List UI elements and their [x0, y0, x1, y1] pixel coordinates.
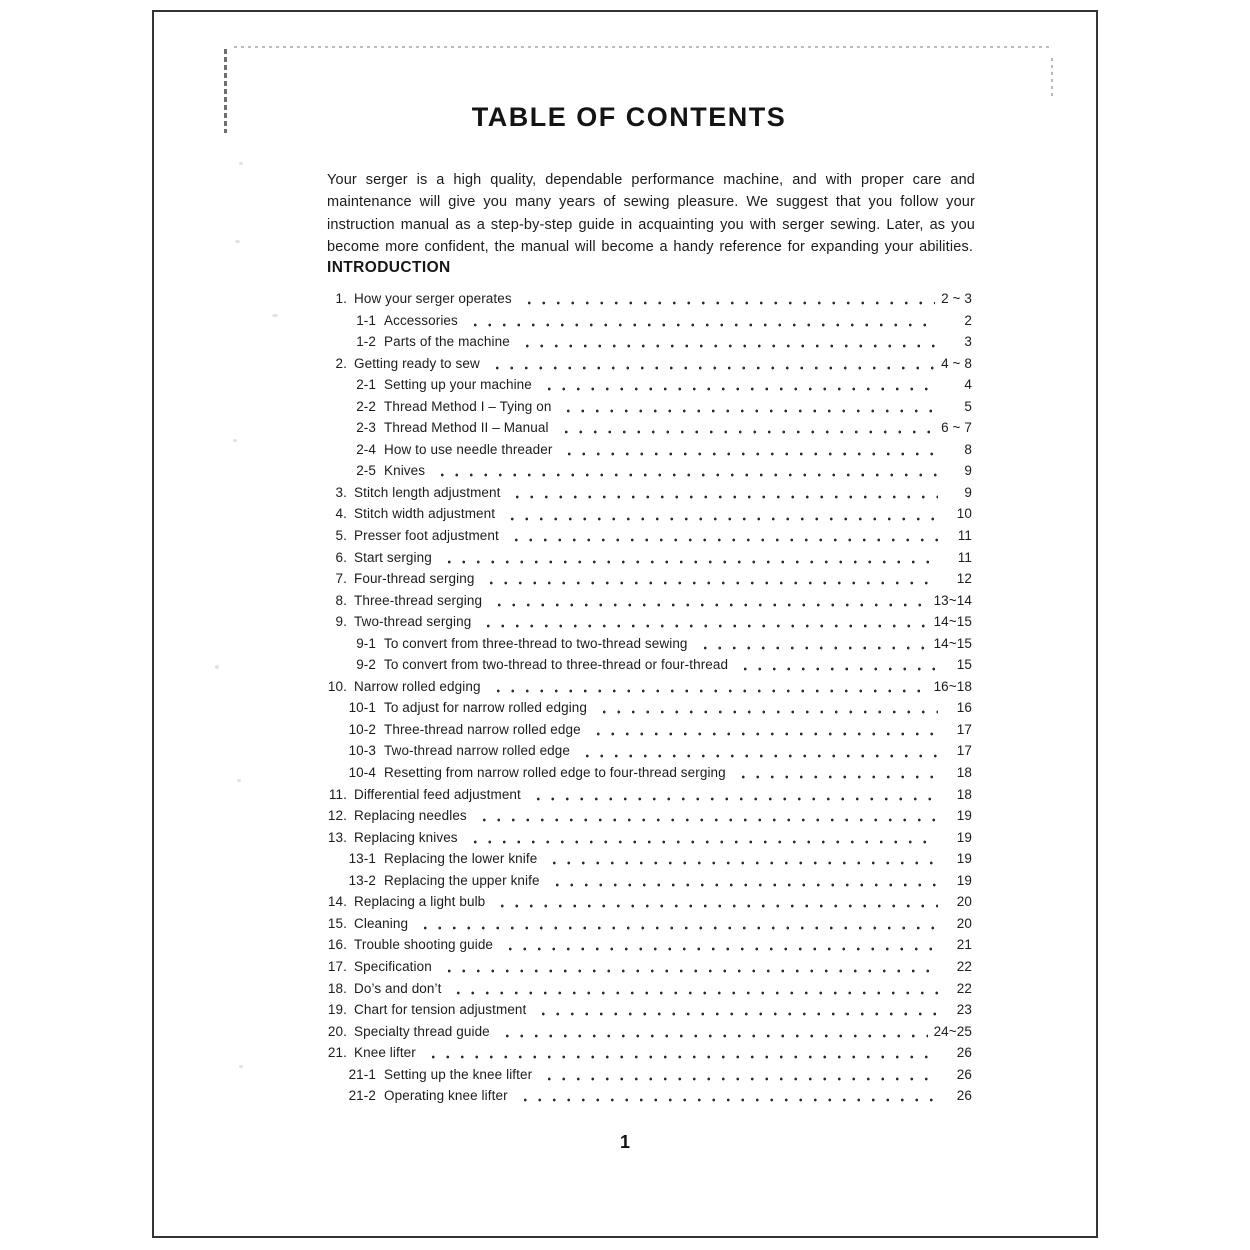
toc-dot-leader	[493, 891, 938, 913]
toc-entry-label: To convert from two-thread to three-thread or four-thread	[384, 657, 729, 673]
toc-entry	[322, 396, 972, 418]
toc-dot-leader	[479, 611, 927, 633]
toc-entry-label: Four-thread serging	[354, 571, 475, 587]
toc-entry-label: Start serging	[354, 549, 432, 565]
toc-entry	[322, 848, 972, 870]
toc-entry-page: 19	[956, 808, 972, 824]
toc-dot-leader	[501, 934, 938, 956]
toc-entry	[322, 288, 972, 310]
toc-entry-number: 18.	[327, 980, 347, 996]
toc-entry-page: 20	[956, 915, 972, 931]
toc-entry-label: Parts of the machine	[384, 334, 510, 350]
toc-dot-leader	[516, 1085, 938, 1107]
toc-list	[322, 288, 972, 1107]
toc-entry	[322, 827, 972, 849]
toc-dot-leader	[557, 417, 936, 439]
toc-entry-page: 11	[957, 528, 972, 544]
toc-entry-label: Knives	[384, 463, 426, 479]
toc-entry-number: 17.	[327, 958, 347, 974]
toc-entry-number: 12.	[327, 808, 347, 824]
toc-entry-number: 19.	[327, 1002, 347, 1018]
toc-entry-label: Replacing knives	[354, 829, 458, 845]
toc-entry-page: 24~25	[933, 1023, 972, 1039]
toc-entry-page: 9	[964, 463, 972, 479]
toc-entry-page: 6 ~ 7	[941, 420, 972, 436]
toc-entry	[322, 999, 972, 1021]
toc-entry-page: 18	[956, 786, 972, 802]
toc-entry-page: 9	[964, 484, 972, 500]
toc-dot-leader	[424, 1042, 938, 1064]
toc-entry	[322, 891, 972, 913]
toc-entry-label: How your serger operates	[354, 291, 512, 306]
toc-entry-label: To convert from three-thread to two-thread sewing	[384, 635, 688, 651]
toc-dot-leader	[589, 719, 938, 741]
page-sheet	[152, 10, 1098, 1238]
toc-entry-page: 17	[956, 721, 972, 737]
toc-entry-label: Two-thread serging	[354, 614, 472, 630]
toc-entry-number: 3.	[335, 484, 347, 500]
toc-entry-number: 8.	[335, 592, 347, 608]
toc-entry-label: Specification	[354, 958, 432, 974]
toc-dot-leader	[416, 913, 938, 935]
toc-entry-page: 18	[956, 765, 972, 781]
toc-entry	[322, 310, 972, 332]
toc-entry-label: Operating knee lifter	[384, 1088, 508, 1104]
toc-dot-leader	[482, 568, 938, 590]
toc-entry-number: 2-2	[356, 398, 376, 414]
toc-entry-label: Narrow rolled edging	[354, 678, 481, 694]
toc-entry	[322, 870, 972, 892]
footer-page-number: 1	[619, 1132, 630, 1152]
toc-entry	[322, 762, 972, 784]
toc-entry	[322, 719, 972, 741]
toc-entry-label: Trouble shooting guide	[354, 937, 494, 953]
toc-entry-page: 2 ~ 3	[941, 291, 972, 306]
toc-entry	[322, 1064, 972, 1086]
toc-dot-leader	[518, 331, 938, 353]
toc-entry	[322, 1085, 972, 1107]
toc-entry	[322, 805, 972, 827]
toc-entry-label: Stitch length adjustment	[354, 484, 501, 500]
toc-entry-number: 9-2	[356, 657, 376, 673]
toc-entry-number: 21-1	[348, 1066, 376, 1082]
section-heading-introduction: INTRODUCTION	[327, 259, 451, 276]
toc-entry-label: Getting ready to sew	[354, 355, 480, 371]
toc-dot-leader	[520, 288, 935, 310]
page-title: TABLE OF CONTENTS	[471, 102, 787, 132]
toc-entry-number: 4.	[335, 506, 347, 522]
toc-entry-page: 13~14	[933, 592, 972, 608]
toc-entry-number: 10-1	[348, 700, 376, 716]
toc-entry-number: 2-5	[356, 463, 376, 479]
toc-entry	[322, 611, 972, 633]
toc-entry-page: 22	[956, 958, 972, 974]
toc-entry-number: 10-3	[348, 743, 376, 759]
toc-entry-number: 13-1	[348, 851, 376, 867]
toc-entry-number: 9.	[335, 614, 347, 630]
toc-entry-label: Knee lifter	[354, 1045, 416, 1061]
toc-dot-leader	[578, 740, 938, 762]
toc-entry-number: 10-4	[348, 765, 376, 781]
toc-entry-page: 26	[956, 1066, 972, 1082]
scan-speck	[233, 439, 237, 442]
toc-entry	[322, 1021, 972, 1043]
toc-entry-page: 15	[956, 657, 972, 673]
toc-dot-leader	[475, 805, 938, 827]
toc-entry-number: 13.	[327, 829, 347, 845]
toc-dot-leader	[466, 827, 938, 849]
toc-dot-leader	[440, 956, 938, 978]
scan-speck	[239, 1065, 243, 1068]
toc-dot-leader	[540, 1064, 938, 1086]
toc-entry	[322, 654, 972, 676]
intro-paragraph: Your serger is a high quality, dependable performance machine, and with proper care and maintenance will give you many years of sewing pleasure. We suggest that you follow your instruction manual as a step-by-step guide in acquainting you with serger sewing. Later, as you become more confident, the manual will become a handy reference for expanding your abilities.	[327, 172, 975, 255]
toc-entry	[322, 633, 972, 655]
toc-dot-leader	[595, 697, 938, 719]
toc-entry-label: Thread Method II – Manual	[384, 420, 549, 436]
toc-dot-leader	[498, 1021, 928, 1043]
toc-entry-number: 10.	[327, 678, 347, 694]
toc-dot-leader	[734, 762, 938, 784]
toc-entry-label: How to use needle threader	[384, 441, 553, 457]
toc-entry-number: 14.	[327, 894, 347, 910]
toc-entry-page: 2	[964, 312, 972, 328]
toc-dot-leader	[466, 310, 938, 332]
toc-entry-label: Cleaning	[354, 915, 409, 931]
toc-dot-leader	[529, 784, 938, 806]
toc-entry-page: 19	[956, 872, 972, 888]
toc-entry-page: 4	[964, 377, 972, 393]
toc-entry-number: 21-2	[348, 1088, 376, 1104]
toc-entry	[322, 417, 972, 439]
scan-speck	[215, 665, 219, 669]
toc-entry	[322, 374, 972, 396]
toc-entry-number: 6.	[335, 549, 347, 565]
scan-artifact-left-dashed-line	[224, 49, 227, 133]
toc-entry-label: Thread Method I – Tying on	[384, 398, 552, 414]
toc-dot-leader	[490, 590, 928, 612]
toc-entry-page: 8	[964, 441, 972, 457]
toc-entry-page: 23	[956, 1002, 972, 1018]
scan-speck	[235, 240, 240, 243]
toc-entry	[322, 590, 972, 612]
toc-dot-leader	[545, 848, 938, 870]
toc-entry-page: 26	[956, 1088, 972, 1104]
toc-entry	[322, 460, 972, 482]
toc-entry-label: Accessories	[384, 312, 458, 328]
scan-speck	[239, 162, 243, 165]
toc-dot-leader	[489, 676, 928, 698]
toc-entry-page: 10	[956, 506, 972, 522]
toc-entry-number: 13-2	[348, 872, 376, 888]
toc-entry-page: 21	[956, 937, 972, 953]
toc-entry	[322, 439, 972, 461]
toc-entry-number: 2-4	[356, 441, 376, 457]
toc-entry-number: 21.	[327, 1045, 347, 1061]
scan-speck	[272, 314, 278, 317]
toc-entry-page: 4 ~ 8	[941, 355, 972, 371]
toc-dot-leader	[736, 654, 938, 676]
toc-dot-leader	[534, 999, 938, 1021]
toc-dot-leader	[540, 374, 938, 396]
toc-entry-page: 16	[956, 700, 972, 716]
toc-entry	[322, 784, 972, 806]
toc-entry-label: Replacing the upper knife	[384, 872, 540, 888]
toc-entry-number: 20.	[327, 1023, 347, 1039]
toc-dot-leader	[548, 870, 938, 892]
toc-entry-number: 2-1	[356, 377, 376, 393]
toc-entry-page: 26	[956, 1045, 972, 1061]
toc-entry-label: Replacing needles	[354, 808, 467, 824]
toc-entry-page: 16~18	[933, 678, 972, 694]
toc-entry-page: 14~15	[933, 635, 972, 651]
toc-entry-number: 1.	[335, 291, 347, 306]
toc-entry-page: 19	[956, 851, 972, 867]
toc-dot-leader	[508, 482, 938, 504]
toc-dot-leader	[507, 525, 938, 547]
toc-entry	[322, 503, 972, 525]
toc-entry-label: Resetting from narrow rolled edge to four-thread serging	[384, 765, 726, 781]
toc-entry	[322, 697, 972, 719]
toc-entry	[322, 331, 972, 353]
toc-entry-label: Stitch width adjustment	[354, 506, 496, 522]
toc-entry-number: 5.	[335, 528, 347, 544]
toc-entry-label: Setting up your machine	[384, 377, 532, 393]
toc-entry-page: 3	[964, 334, 972, 350]
toc-entry-page: 17	[956, 743, 972, 759]
toc-entry	[322, 740, 972, 762]
toc-dot-leader	[449, 978, 938, 1000]
toc-entry-label: Do’s and don’t	[354, 980, 442, 996]
toc-entry-number: 16.	[327, 937, 347, 953]
toc-entry-number: 2-3	[356, 420, 376, 436]
toc-entry	[322, 353, 972, 375]
toc-dot-leader	[433, 460, 938, 482]
toc-entry-number: 9-1	[356, 635, 376, 651]
toc-entry-number: 11.	[328, 786, 347, 802]
toc-entry	[322, 913, 972, 935]
toc-dot-leader	[696, 633, 928, 655]
toc-entry	[322, 525, 972, 547]
toc-entry-label: Presser foot adjustment	[354, 528, 499, 544]
toc-entry-page: 11	[957, 549, 972, 565]
toc-entry-page: 20	[956, 894, 972, 910]
toc-entry-number: 15.	[327, 915, 347, 931]
toc-entry-page: 14~15	[933, 614, 972, 630]
toc-entry	[322, 1042, 972, 1064]
toc-dot-leader	[559, 396, 938, 418]
toc-entry-number: 1-2	[356, 334, 376, 350]
toc-entry-number: 1-1	[356, 312, 376, 328]
scan-artifact-top-dotted-line	[234, 46, 1052, 48]
scan-speck	[237, 779, 241, 782]
toc-entry-number: 2.	[335, 355, 347, 371]
toc-entry-label: Three-thread serging	[354, 592, 483, 608]
toc-entry-page: 5	[964, 398, 972, 414]
toc-entry-number: 7.	[335, 571, 347, 587]
toc-entry	[322, 676, 972, 698]
toc-entry-label: Setting up the knee lifter	[384, 1066, 533, 1082]
toc-entry-page: 22	[956, 980, 972, 996]
toc-entry-label: Replacing the lower knife	[384, 851, 538, 867]
toc-entry-page: 19	[956, 829, 972, 845]
toc-entry-label: Specialty thread guide	[354, 1023, 490, 1039]
toc-dot-leader	[503, 503, 938, 525]
toc-entry-label: Differential feed adjustment	[354, 786, 521, 802]
toc-entry-label: Chart for tension adjustment	[354, 1002, 527, 1018]
toc-entry	[322, 482, 972, 504]
toc-entry-label: Three-thread narrow rolled edge	[384, 721, 581, 737]
toc-entry	[322, 568, 972, 590]
toc-dot-leader	[488, 353, 935, 375]
toc-entry-page: 12	[956, 571, 972, 587]
toc-dot-leader	[440, 547, 938, 569]
toc-entry-label: Replacing a light bulb	[354, 894, 486, 910]
scan-artifact-right-dotted-line	[1051, 58, 1053, 100]
toc-entry-number: 10-2	[348, 721, 376, 737]
toc-entry-label: To adjust for narrow rolled edging	[384, 700, 588, 716]
toc-entry	[322, 978, 972, 1000]
toc-entry-label: Two-thread narrow rolled edge	[384, 743, 571, 759]
toc-entry	[322, 956, 972, 978]
toc-dot-leader	[560, 439, 938, 461]
toc-entry	[322, 934, 972, 956]
toc-entry	[322, 547, 972, 569]
